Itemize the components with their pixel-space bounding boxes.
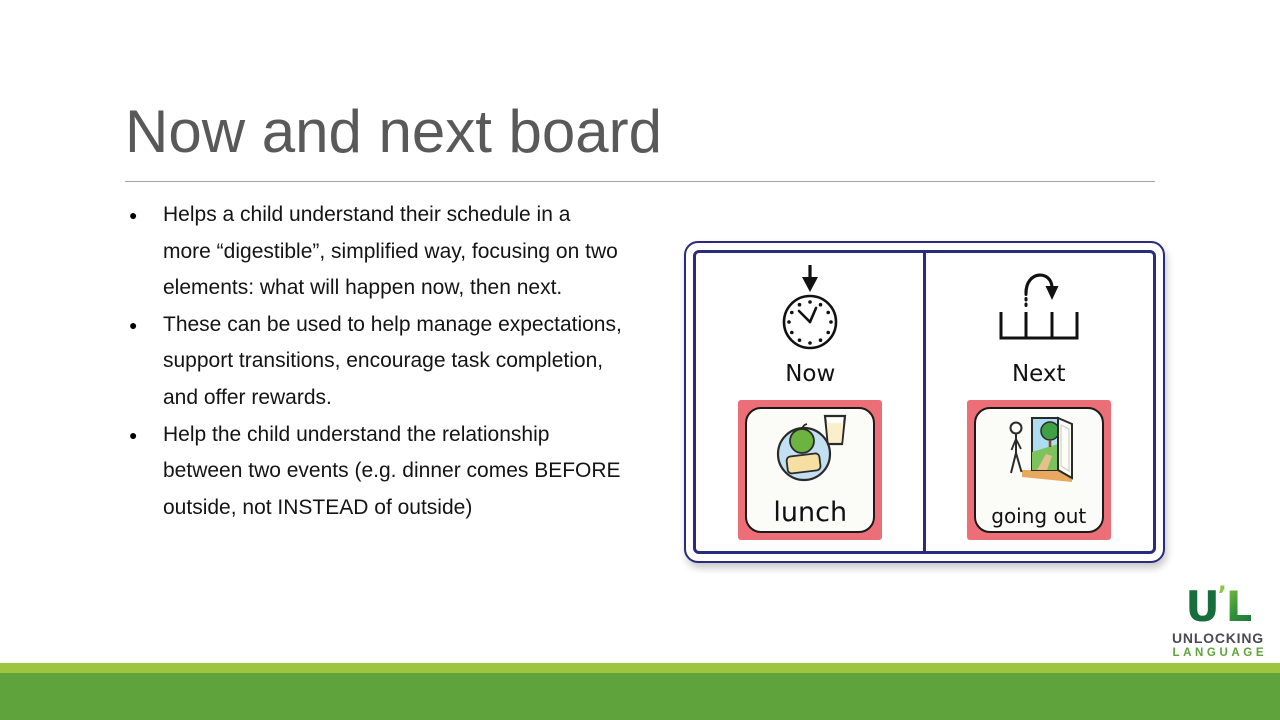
logo-text-language: LANGUAGE bbox=[1172, 646, 1268, 659]
bullet-dot: ● bbox=[129, 207, 138, 223]
next-header-label: Next bbox=[1011, 361, 1066, 387]
bullet-dot: ● bbox=[129, 426, 138, 443]
bullet-list bbox=[127, 197, 624, 526]
page-title: Now and next board bbox=[125, 98, 663, 165]
bullet-text: Help the child understand the relationship between two events (e.g. dinner comes BEFORE outside, not INSTEAD of outside) bbox=[163, 422, 621, 519]
going-out-door-symbol bbox=[1002, 412, 1076, 491]
logo-u: U bbox=[1185, 582, 1218, 631]
now-next-board-image bbox=[684, 241, 1165, 563]
bottom-bar-light-green bbox=[0, 663, 1280, 673]
logo-apostrophe: ’ bbox=[1217, 581, 1226, 609]
list-item bbox=[127, 307, 624, 417]
now-header-label: Now bbox=[785, 361, 836, 387]
now-card-label: lunch bbox=[773, 497, 848, 529]
bullet-text: Helps a child understand their schedule in a more “digestible”, simplified way, focusing on two elements: what will happen now, then next. bbox=[163, 203, 618, 300]
list-item bbox=[127, 197, 624, 307]
board-column-next bbox=[925, 253, 1154, 551]
unlocking-language-logo bbox=[1166, 581, 1270, 659]
now-card bbox=[738, 400, 882, 540]
logo-monogram-icon bbox=[1185, 581, 1251, 631]
bullet-dot: ● bbox=[129, 316, 138, 333]
next-card-inner bbox=[974, 407, 1104, 533]
lunch-plate-symbol bbox=[772, 412, 848, 491]
board-column-now bbox=[696, 253, 925, 551]
board-divider bbox=[923, 253, 926, 551]
clock-arrow-icon bbox=[778, 263, 842, 360]
logo-l: L bbox=[1225, 582, 1251, 631]
list-item bbox=[127, 417, 624, 527]
title-divider bbox=[125, 181, 1155, 182]
now-card-inner bbox=[745, 407, 875, 533]
next-card-label: going out bbox=[991, 504, 1087, 529]
next-hop-icon bbox=[993, 263, 1085, 360]
board-inner-frame bbox=[693, 250, 1156, 554]
next-card bbox=[967, 400, 1111, 540]
bullet-text: These can be used to help manage expectations, support transitions, encourage task completion, and offer rewards. bbox=[163, 312, 622, 409]
bottom-bar-dark-green bbox=[0, 673, 1280, 720]
logo-text-unlocking: UNLOCKING bbox=[1172, 629, 1264, 646]
